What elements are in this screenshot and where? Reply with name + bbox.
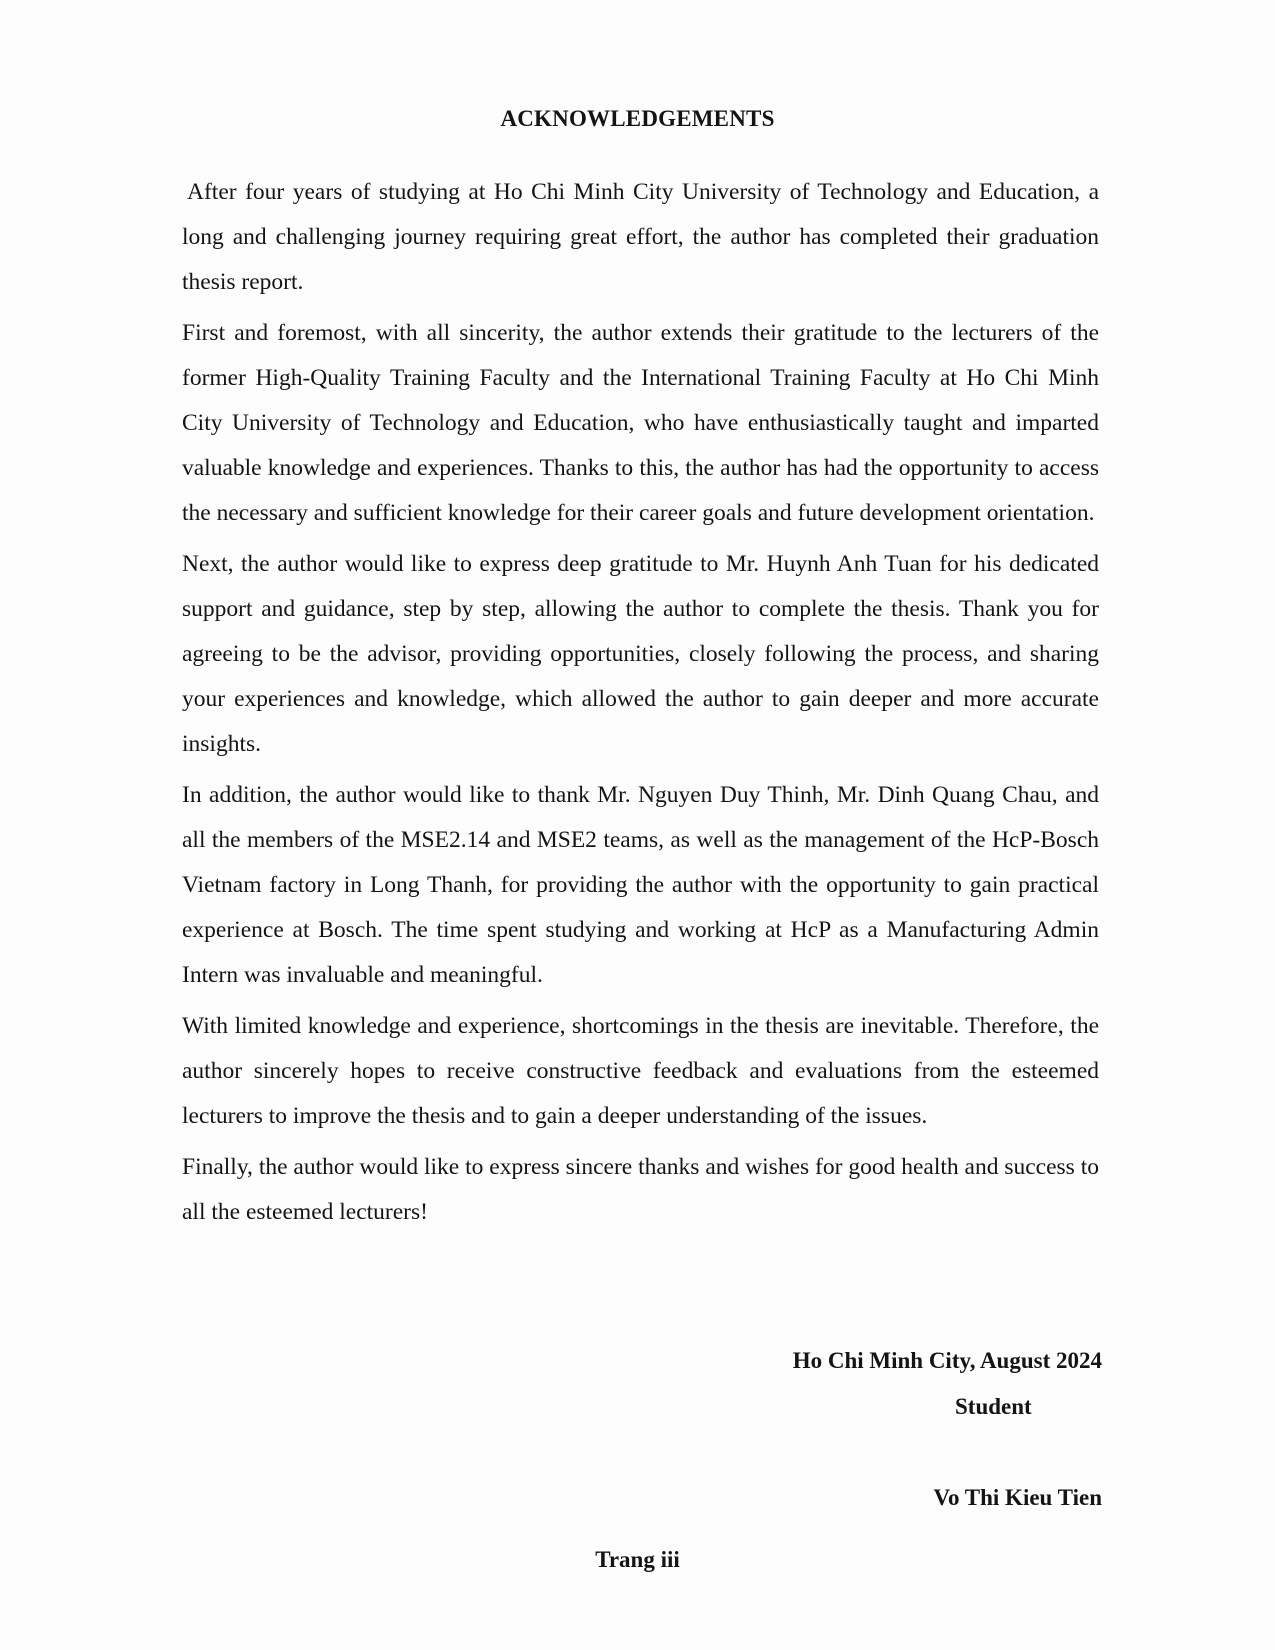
paragraph-3: Next, the author would like to express deep gratitude to Mr. Huynh Anh Tuan for his dedicated support and guidance, step by step, allowing the author to complete the thesis. Thank you for agreeing to be the advisor, providing opportunities, closely following the process, and sharing your experiences and knowledge, which allowed the author to gain deeper and more accurate insights. <box>182 551 1099 757</box>
paragraph-2: First and foremost, with all sincerity, the author extends their gratitude to the lecturers of the former High-Quality Training Faculty and the International Training Faculty at Ho Chi Minh City University of Technology and Education, who have enthusiastically taught and imparted valuable knowledge and experiences. Thanks to this, the author has had the opportunity to access the necessary and sufficient knowledge for their career goals and future development orientation. <box>182 320 1099 526</box>
page-number: Trang iii <box>595 1547 680 1572</box>
signature-name: Vo Thi Kieu Tien <box>933 1485 1102 1510</box>
paragraph-1: After four years of studying at Ho Chi Minh City University of Technology and Education, a long and challenging journey requiring great effort, the author has completed their graduation thesis report. <box>182 179 1099 295</box>
signature-role: Student <box>955 1394 1032 1419</box>
signature-place-date: Ho Chi Minh City, August 2024 <box>792 1348 1102 1373</box>
acknowledgements-body <box>182 170 1099 1241</box>
page-title: ACKNOWLEDGEMENTS <box>500 106 775 131</box>
paragraph-5: With limited knowledge and experience, shortcomings in the thesis are inevitable. Therefore, the author sincerely hopes to receive constructive feedback and evaluations from the esteemed lecturers to improve the thesis and to gain a deeper understanding of the issues. <box>182 1013 1099 1129</box>
paragraph-4: In addition, the author would like to thank Mr. Nguyen Duy Thinh, Mr. Dinh Quang Chau, and all the members of the MSE2.14 and MSE2 teams, as well as the management of the HcP-Bosch Vietnam factory in Long Thanh, for providing the author with the opportunity to gain practical experience at Bosch. The time spent studying and working at HcP as a Manufacturing Admin Intern was invaluable and meaningful. <box>182 782 1099 988</box>
paragraph-6: Finally, the author would like to express sincere thanks and wishes for good health and success to all the esteemed lecturers! <box>182 1154 1099 1225</box>
